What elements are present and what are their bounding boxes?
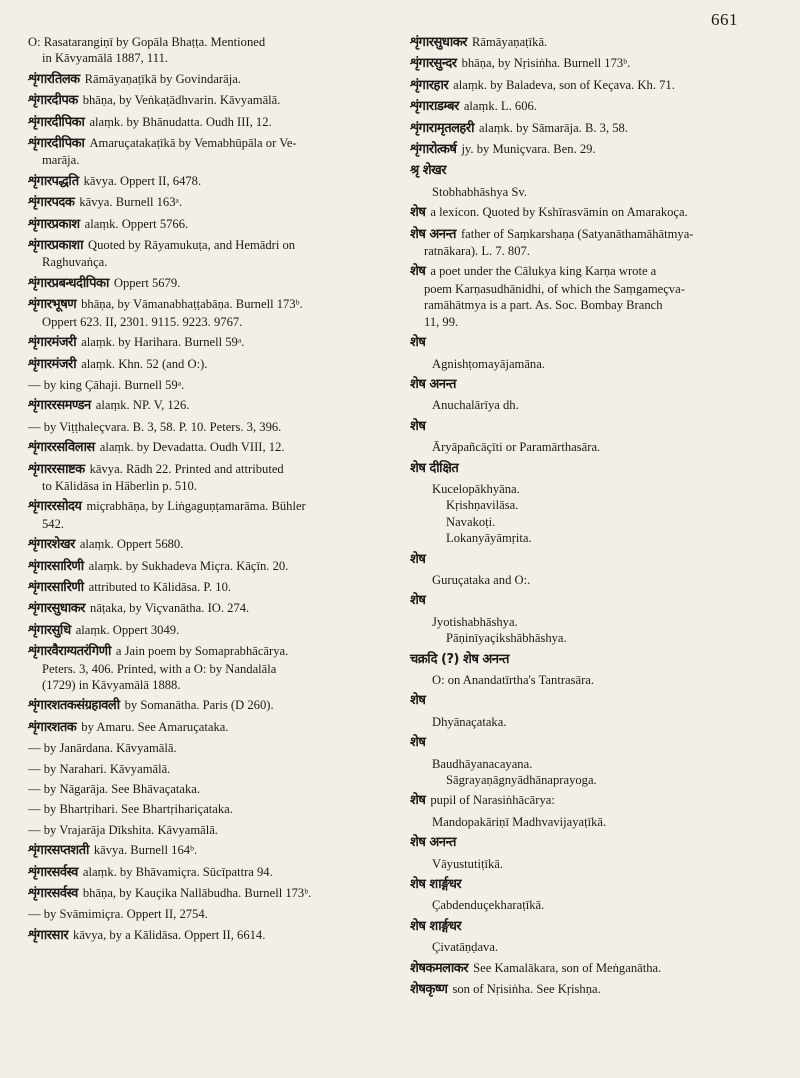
catalog-entry [28,842,384,859]
catalog-entry [28,822,384,838]
catalog-entry [28,579,384,596]
entry-text: a lexicon. Quoted by Kshīrasvāmin on Amarakoça. [430,205,688,220]
entry-text: a Jain poem by Somaprabhācārya. [115,644,289,659]
entry-text: Guruçataka and O:. [432,572,531,587]
catalog-entry [28,114,384,131]
catalog-entry [28,356,384,373]
catalog-entry [28,419,384,435]
devanagari-headword: शृंगारसुन्दर [410,56,457,72]
devanagari-headword: शृंगारदीपिका [28,136,85,152]
devanagari-headword: शृंगारपद्धति [28,173,79,189]
devanagari-headword: शृंगारतिलक [28,71,80,87]
catalog-entry [28,761,384,777]
catalog-entry [28,92,384,109]
entry-text: a poet under the Cālukya king Karṇa wrote a [430,264,657,279]
entry-text: alaṃk. Khn. 52 (and O:). [81,356,208,371]
entry-text: Çivatāṇḍava. [432,940,499,955]
catalog-entry [28,194,384,211]
catalog-entry [410,939,778,955]
entry-text: Quoted by Rāyamukuṭa, and Hemādri on [88,238,296,253]
devanagari-headword: शृंगारशतक [28,719,77,735]
catalog-entry [410,714,778,730]
catalog-entry [410,162,778,179]
entry-text: Dhyānaçataka. [432,714,507,729]
devanagari-headword: शृंगाररसाष्टक [28,461,85,477]
devanagari-headword: शृंगारभूषण [28,297,77,313]
catalog-entry [410,141,778,158]
entry-text: son of Nṛisiṅha. See Kṛishṇa. [452,982,601,997]
entry-text: Navakoṭi. [446,514,496,529]
entry-text: Vāyustutiṭīkā. [432,856,504,871]
entry-text: Rāmāyaṇaṭīkā. [472,35,548,49]
entry-text: — by Svāmimiçra. Oppert II, 2754. [28,907,208,922]
devanagari-headword: शेष [410,264,426,280]
catalog-entry [410,204,778,221]
entry-text: jy. by Muniçvara. Ben. 29. [461,142,596,157]
catalog-entry [410,460,778,477]
devanagari-headword: शृंगारप्रकाश [28,216,80,232]
catalog-entry [410,897,778,913]
catalog-entry [410,376,778,393]
entry-text: attributed to Kālidāsa. P. 10. [88,579,232,594]
catalog-entry [410,756,778,789]
entry-text: ramāhātmya is a part. As. Soc. Bombay Branch [424,298,663,313]
catalog-entry [410,77,778,94]
entry-text: kāvya. Burnell 163ᵃ. [79,195,183,210]
entry-text: Pāṇinīyaçikshābhāshya. [446,631,567,646]
devanagari-headword: शृंगारसार [28,927,69,943]
catalog-entry [28,237,384,271]
catalog-entry [410,876,778,893]
devanagari-headword: शृंगारदीपक [28,93,78,109]
right-column [410,34,778,1003]
catalog-entry [410,98,778,115]
left-column [28,34,384,948]
catalog-entry [410,34,778,51]
devanagari-headword: शृंगारोत्कर्ष [410,142,457,158]
entry-text: alaṃk. by Bhāvamiçra. Sūcīpattra 94. [82,864,273,879]
catalog-entry [28,439,384,456]
entry-text: nāṭaka, by Viçvanātha. IO. 274. [90,601,250,616]
devanagari-headword: शेषकमलाकर [410,960,469,976]
entry-text: Rāmāyaṇaṭīkā by Govindarāja. [84,71,241,86]
devanagari-headword: शृंगारसारिणी [28,579,84,595]
catalog-entry [28,173,384,190]
devanagari-headword: शृंगारमंजरी [28,335,77,351]
devanagari-headword: शेष [410,335,426,351]
catalog-entry [410,184,778,200]
devanagari-headword: शृंगारसप्तशती [28,843,89,859]
entry-text: O: Rasatarangiṇī by Gopāla Bhaṭṭa. Mentioned [28,35,266,49]
devanagari-headword: शृंगारशतकसंग्रहावली [28,698,120,714]
entry-text: bhāṇa, by Vāmanabhaṭṭabāṇa. Burnell 173ᵇ. [81,297,303,312]
catalog-entry [28,864,384,881]
catalog-entry [410,792,778,809]
devanagari-headword: शेष अनन्त [410,835,456,851]
entry-text: by Somanātha. Paris (D 260). [124,698,274,713]
entry-text: Sāgrayaṇāgnyādhānaprayoga. [446,773,597,788]
catalog-entry [28,740,384,756]
devanagari-headword: शेष शार्ङ्गधर [410,877,462,893]
entry-text: ratnākara). L. 7. 807. [424,244,530,259]
catalog-entry [28,536,384,553]
catalog-entry [410,572,778,588]
entry-text: — by Nāgarāja. See Bhāvaçataka. [28,782,201,797]
catalog-entry [28,781,384,797]
entry-text: 11, 99. [424,314,459,329]
catalog-entry [28,885,384,902]
entry-text: — by king Çāhaji. Burnell 59ᵃ. [28,377,185,392]
entry-text: kāvya. Burnell 164ᵇ. [93,843,198,858]
entry-text: alaṃk. by Sāmarāja. B. 3, 58. [479,120,629,135]
devanagari-headword: शृंगारसुधाकर [410,35,468,50]
devanagari-headword: शेष [410,205,426,221]
devanagari-headword: शृंगाररसोदय [28,499,82,515]
devanagari-headword: शेष [410,735,426,751]
devanagari-headword: शृंगारसर्वस्व [28,864,78,880]
entry-text: father of Saṃkarshaṇa (Satyanāthamāhātmya- [460,226,694,241]
catalog-entry [410,614,778,647]
devanagari-headword: श्रृ शेखर [410,163,447,179]
entry-text: Stobhabhāshya Sv. [432,184,528,199]
catalog-entry [28,34,384,67]
catalog-entry [28,296,384,330]
catalog-entry [410,734,778,751]
entry-text: Çabdenduçekharaṭīkā. [432,898,545,913]
catalog-entry [410,672,778,688]
entry-text: Raghuvaṅça. [42,255,108,270]
entry-text: bhāṇa, by Veṅkaṭādhvarin. Kāvyamālā. [82,93,281,108]
entry-text: Peters. 3, 406. Printed, with a O: by Nandalāla [42,661,277,676]
catalog-entry [28,275,384,292]
catalog-entry [410,263,778,330]
entry-text: pupil of Narasiṅhācārya: [430,793,555,808]
devanagari-headword: शृंगारामृतलहरी [410,120,475,136]
catalog-entry [410,651,778,668]
entry-text: Lokanyāyāmṛita. [446,531,532,546]
catalog-entry [28,135,384,169]
entry-text: Anuchalārīya dh. [432,398,519,413]
catalog-entry [28,216,384,233]
entry-text: in Kāvyamālā 1887, 111. [42,51,169,66]
devanagari-headword: शृंगारमंजरी [28,356,77,372]
catalog-entry [410,592,778,609]
entry-text: Kucelopākhyāna. [432,481,520,496]
entry-text: — by Bhartṛihari. See Bhartṛihariçataka. [28,802,233,817]
entry-text: alaṃk. by Devadatta. Oudh VIII, 12. [99,440,285,455]
devanagari-headword: शृंगारसुधि [28,622,71,638]
catalog-entry [410,481,778,547]
entry-text: alaṃk. Oppert 3049. [75,622,180,637]
entry-text: — by Janārdana. Kāvyamālā. [28,741,177,756]
catalog-entry [28,461,384,495]
catalog-entry [28,377,384,393]
devanagari-headword: शृंगारशेखर [28,537,75,553]
entry-text: — by Viṭṭhaleçvara. B. 3, 58. P. 10. Peters. 3, 396. [28,419,282,434]
catalog-entry [410,397,778,413]
catalog-entry [410,551,778,568]
entry-text: O: on Anandatīrtha's Tantrasāra. [432,673,595,687]
entry-text: Oppert 5679. [113,275,181,290]
devanagari-headword: शृंगारसर्वस्व [28,886,78,902]
devanagari-headword: चक्रदि (?) शेष अनन्त [410,651,509,667]
catalog-entry [410,120,778,137]
entry-text: marāja. [42,153,80,168]
catalog-entry [410,334,778,351]
catalog-entry [28,397,384,414]
entry-text: alaṃk. by Baladeva, son of Keçava. Kh. 71. [453,77,675,92]
entry-text: alaṃk. Oppert 5680. [79,537,184,552]
entry-text: kāvya. Rādh 22. Printed and attributed [89,461,284,476]
entry-text: Jyotishabhāshya. [432,614,518,629]
catalog-entry [410,981,778,998]
catalog-entry [410,918,778,935]
devanagari-headword: शृंगारप्रकाशा [28,238,84,254]
catalog-entry [410,960,778,977]
devanagari-headword: शेष अनन्त [410,226,456,242]
devanagari-headword: शृंगाराडम्बर [410,99,459,115]
entry-text: alaṃk. L. 606. [463,99,537,114]
devanagari-headword: शेष [410,593,426,609]
catalog-entry [28,334,384,351]
devanagari-headword: शृंगारवैराग्यतरंगिणी [28,644,111,660]
devanagari-headword: शृंगाररसमण्डन [28,398,91,414]
entry-text: See Kamalākara, son of Meṅganātha. [473,960,662,975]
catalog-entry [28,71,384,88]
entry-text: Amaruçatakaṭīkā by Vemabhūpāla or Ve- [89,136,297,151]
devanagari-headword: शेष शार्ङ्गधर [410,918,462,934]
entry-text: miçrabhāṇa, by Liṅgaguṇṭamarāma. Bühler [86,499,306,514]
entry-text: — by Vrajarāja Dīkshita. Kāvyamālā. [28,822,218,837]
entry-text: alaṃk. by Harihara. Burnell 59ᵃ. [81,335,245,350]
entry-text: Oppert 623. II, 2301. 9115. 9223. 9767. [42,314,243,329]
devanagari-headword: शृंगारहार [410,77,449,93]
entry-text: (1729) in Kāvyamālā 1888. [42,678,181,692]
catalog-entry [410,55,778,72]
devanagari-headword: शृंगारदीपिका [28,114,85,130]
catalog-entry [28,622,384,639]
devanagari-headword: शेष [410,693,426,709]
entry-text: Āryāpañcāçīti or Paramārthasāra. [432,440,601,455]
catalog-entry [410,356,778,372]
catalog-entry [28,697,384,714]
catalog-entry [410,418,778,435]
devanagari-headword: शृंगाररसविलास [28,440,95,456]
catalog-entry [410,856,778,872]
catalog-entry [28,643,384,693]
entry-text: 542. [42,516,65,531]
devanagari-headword: शृंगारप्रबन्धदीपिका [28,275,109,291]
catalog-entry [28,498,384,532]
catalog-entry [28,600,384,617]
page-number: 661 [711,10,738,29]
entry-text: by Amaru. See Amaruçataka. [81,719,229,734]
catalog-entry [28,906,384,922]
devanagari-headword: शेष दीक्षित [410,460,459,476]
entry-text: Kṛishṇavilāsa. [446,498,519,513]
catalog-entry [410,834,778,851]
catalog-entry [28,719,384,736]
devanagari-headword: शृंगारपदक [28,195,75,211]
entry-text: alaṃk. Oppert 5766. [84,216,189,231]
entry-text: kāvya. Oppert II, 6478. [83,173,202,188]
devanagari-headword: शृंगारसुधाकर [28,601,86,617]
devanagari-headword: शेष [410,418,426,434]
entry-text: Mandopakāriṇī Madhvavijayaṭīkā. [432,814,607,829]
devanagari-headword: शेष [410,551,426,567]
catalog-entry [410,226,778,260]
entry-text: alaṃk. by Bhānudatta. Oudh III, 12. [89,114,272,129]
devanagari-headword: शेष [410,793,426,809]
entry-text: poem Karṇasudhānidhi, of which the Saṃgameçva- [424,281,685,296]
catalog-entry [28,558,384,575]
devanagari-headword: शेषकृष्ण [410,982,448,998]
catalog-entry [28,927,384,944]
entry-text: bhāṇa, by Nṛisiṅha. Burnell 173ᵇ. [461,56,631,71]
entry-text: alaṃk. by Sukhadeva Miçra. Kāçīn. 20. [88,558,289,573]
entry-text: kāvya, by a Kālidāsa. Oppert II, 6614. [73,927,266,942]
catalog-entry [410,692,778,709]
devanagari-headword: शेष अनन्त [410,376,456,392]
entry-text: bhāṇa, by Kauçika Nallābudha. Burnell 173ᵇ. [82,886,312,901]
entry-text: Agnishṭomayājamāna. [432,356,545,371]
entry-text: alaṃk. NP. V, 126. [95,398,190,413]
catalog-entry [410,439,778,455]
entry-text: — by Narahari. Kāvyamālā. [28,761,171,776]
entry-text: Baudhāyanacayana. [432,756,533,771]
catalog-entry [28,801,384,817]
catalog-entry [410,814,778,830]
devanagari-headword: शृंगारसारिणी [28,558,84,574]
entry-text: to Kālidāsa in Häberlin p. 510. [42,478,197,493]
